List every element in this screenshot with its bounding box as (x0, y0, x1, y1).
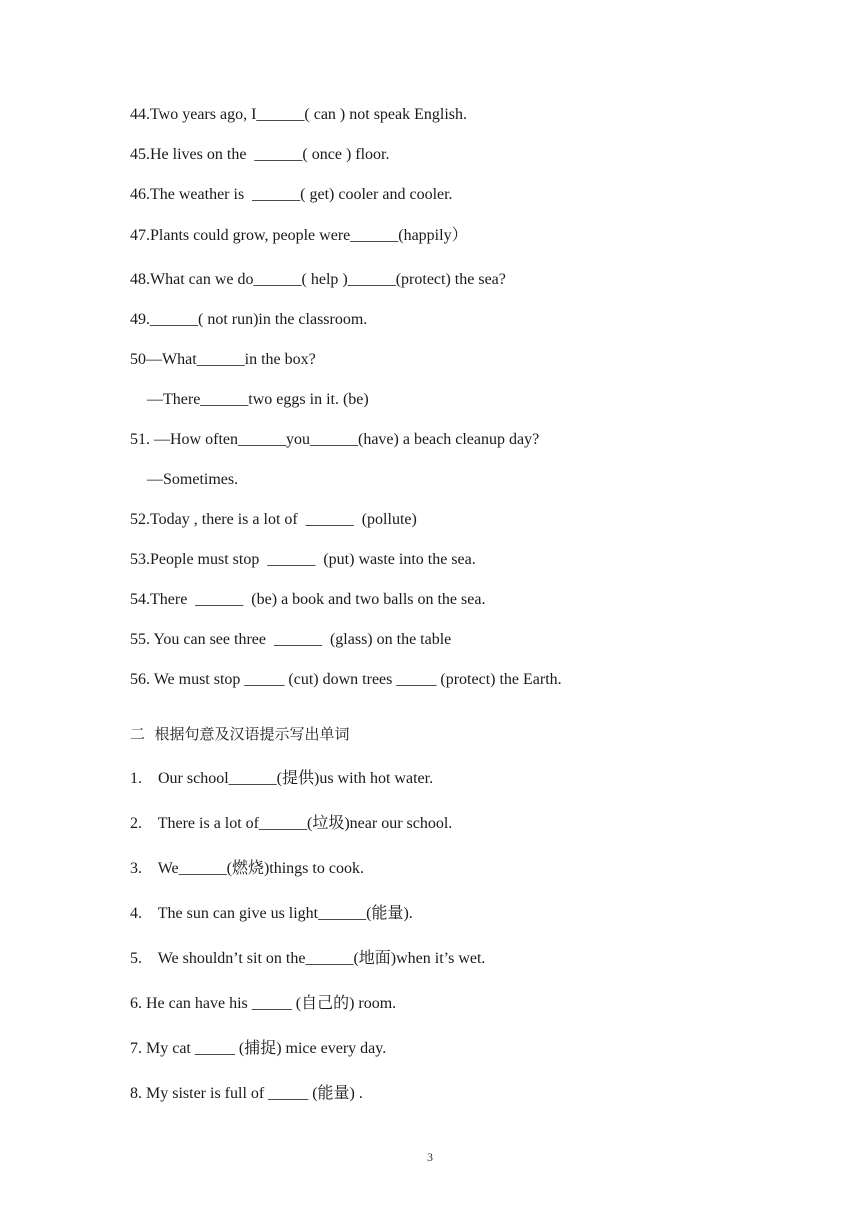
exercise-49: 49.______( not run)in the classroom. (130, 311, 368, 328)
vocab-item-4: 4. The sun can give us light______(能量). (130, 905, 413, 922)
exercise-53: 53.People must stop ______ (put) waste into the sea. (130, 551, 476, 568)
page-number: 3 (427, 1150, 433, 1164)
vocab-item-1: 1. Our school______(提供)us with hot water. (130, 770, 434, 787)
vocab-item-3: 3. We______(燃烧)things to cook. (130, 860, 364, 877)
exercise-50-answer: —There______two eggs in it. (be) (147, 391, 369, 408)
exercise-55: 55. You can see three ______ (glass) on the table (130, 631, 452, 648)
vocab-item-8: 8. My sister is full of _____ (能量) . (130, 1085, 363, 1102)
exercise-50-question: 50—What______in the box? (130, 351, 316, 368)
section-2-heading: 二 根据句意及汉语提示写出单词 (130, 725, 350, 743)
exercise-51-question: 51. —How often______you______(have) a beach cleanup day? (130, 431, 540, 448)
exercise-44: 44.Two years ago, I______( can ) not speak English. (130, 106, 468, 123)
vocab-item-7: 7. My cat _____ (捕捉) mice every day. (130, 1040, 387, 1057)
exercise-46: 46.The weather is ______( get) cooler and cooler. (130, 186, 453, 203)
vocab-item-2: 2. There is a lot of______(垃圾)near our school. (130, 815, 453, 832)
exercise-52: 52.Today , there is a lot of ______ (pollute) (130, 511, 417, 528)
exercise-48: 48.What can we do______( help )______(protect) the sea? (130, 271, 506, 288)
vocab-item-6: 6. He can have his _____ (自己的) room. (130, 995, 397, 1012)
exercise-51-answer: —Sometimes. (147, 471, 239, 488)
exercise-45: 45.He lives on the ______( once ) floor. (130, 146, 390, 163)
exercise-56: 56. We must stop _____ (cut) down trees _____ (protect) the Earth. (130, 671, 562, 688)
vocab-item-5: 5. We shouldn’t sit on the______(地面)when it’s wet. (130, 950, 486, 967)
exercise-54: 54.There ______ (be) a book and two balls on the sea. (130, 591, 486, 608)
exercise-47: 47.Plants could grow, people were______(happily） (130, 227, 468, 244)
